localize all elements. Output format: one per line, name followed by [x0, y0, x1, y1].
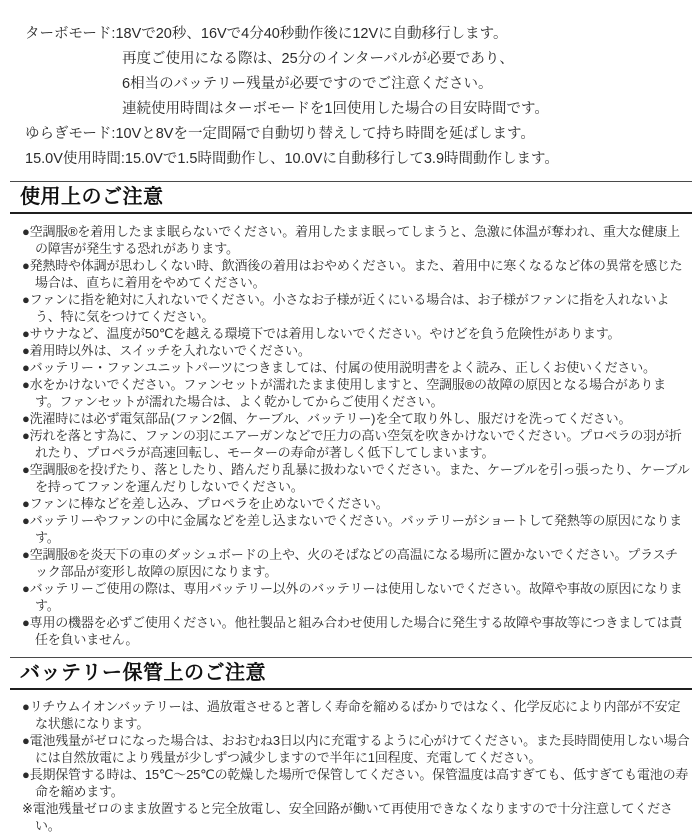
usage-bullet-heat-warning: ●空調服®を炎天下の車のダッシュボードの上や、火のそばなどの高温になる場所に置かないでください。プラスチック部品が変形し故障の原因になります。	[22, 547, 678, 579]
usage-bullet-health-warning: ●発熱時や体調が思わしくない時、飲酒後の着用はおやめください。また、着用中に寒くなるなど体の異常を感じた場合は、直ちに着用をやめてください。	[22, 258, 683, 290]
storage-bullet-temperature-note: ●長期保管する時は、15℃〜25℃の乾燥した場所で保管してください。保管温度は高すぎても、低すぎても電池の寿命を縮めます。	[22, 767, 689, 799]
storage-bullet-zero-charge-caution: ※電池残量ゼロのまま放置すると完全放電し、安全回路が働いて再使用できなくなりますので十分注意してください。	[22, 801, 673, 833]
usage-section-title: 使用上のご注意	[20, 186, 164, 208]
spec-line-turbo-mode: ターボモード:18Vで20秒、16Vで4分40秒動作後に12Vに自動移行します。	[25, 26, 508, 42]
storage-bullet-recharge-note: ●電池残量がゼロになった場合は、おおむね3日以内に充電するように心がけてください。また長時間使用しない場合には自然放電により残量が少しずつ減少しますので半年に1回程度、充電してください。	[22, 733, 690, 765]
storage-section-header	[10, 657, 692, 690]
usage-bullet-finger-warning: ●ファンに指を絶対に入れないでください。小さなお子様が近くにいる場合は、お子様がファンに指を入れないよう、特に気をつけてください。	[22, 292, 670, 324]
spec-line-yuragi-mode: ゆらぎモード:10Vと8Vを一定間隔で自動切り替えして持ち時間を延ばします。	[25, 126, 535, 142]
usage-bullet-sauna-warning: ●サウナなど、温度が50℃を越える環境下では着用しないでください。やけどを負う危険性があります。	[22, 326, 621, 341]
usage-bullet-propeller-warning: ●ファンに棒などを差し込み、プロペラを止めないでください。	[22, 496, 389, 511]
usage-bullet-metal-warning: ●バッテリーやファンの中に金属などを差し込まないでください。バッテリーがショートして発熱等の原因になります。	[22, 513, 682, 545]
storage-bullet-list	[10, 698, 692, 834]
usage-bullet-list	[10, 223, 692, 648]
usage-bullet-sleep-warning: ●空調服®を着用したまま眠らないでください。着用したまま眠ってしまうと、急激に体温が奪われ、重大な健康上の障害が発生する恐れがあります。	[22, 224, 680, 256]
storage-bullet-overdischarge-note: ●リチウムイオンバッテリーは、過放電させると著しく寿命を縮めるばかりではなく、化学反応により内部が不安定な状態になります。	[22, 699, 681, 731]
usage-bullet-airgun-warning: ●汚れを落とす為に、ファンの羽にエアーガンなどで圧力の高い空気を吹きかけないでください。プロペラの羽が折れたり、プロペラが高速回転し、モーターの寿命が著しく低下してしまいます。	[22, 428, 682, 460]
usage-bullet-washing-note: ●洗濯時には必ず電気部品(ファン2個、ケーブル、バッテリー)を全て取り外し、服だけを洗ってください。	[22, 411, 632, 426]
spec-line-turbo-note-1: 再度ご使用になる際は、25分のインターバルが必要であり、	[122, 51, 514, 67]
usage-section-header	[10, 181, 692, 214]
battery-storage-section	[10, 657, 692, 834]
mode-spec-block	[10, 22, 692, 172]
usage-bullet-water-warning: ●水をかけないでください。ファンセットが濡れたまま使用しますと、空調服®の故障の原因となる場合があります。ファンセットが濡れた場合は、よく乾かしてからご使用ください。	[22, 377, 666, 409]
usage-bullet-dedicated-device-note: ●専用の機器を必ずご使用ください。他社製品と組み合わせ使用した場合に発生する故障や事故等につきましては責任を負いません。	[22, 615, 683, 647]
usage-precautions-section	[10, 181, 692, 648]
usage-bullet-manual-note: ●バッテリー・ファンユニットパーツにつきましては、付属の使用説明書をよく読み、正しくお使いください。	[22, 360, 656, 375]
usage-bullet-switch-warning: ●着用時以外は、スイッチを入れないでください。	[22, 343, 311, 358]
usage-bullet-battery-compat-warning: ●バッテリーご使用の際は、専用バッテリー以外のバッテリーは使用しないでください。故障や事故の原因になります。	[22, 581, 683, 613]
spec-line-turbo-note-2: 6相当のバッテリー残量が必要ですのでご注意ください。	[122, 76, 493, 92]
spec-line-turbo-note-3: 連続使用時間はターボモードを1回使用した場合の目安時間です。	[122, 101, 549, 117]
usage-bullet-rough-handling-warning: ●空調服®を投げたり、落としたり、踏んだり乱暴に扱わないでください。また、ケーブルを引っ張ったり、ケーブルを持ってファンを運んだりしないでください。	[22, 462, 690, 494]
storage-section-title: バッテリー保管上のご注意	[20, 662, 266, 684]
spec-line-15v-usage: 15.0V使用時間:15.0Vで1.5時間動作し、10.0Vに自動移行して3.9時間動作します。	[25, 151, 559, 167]
